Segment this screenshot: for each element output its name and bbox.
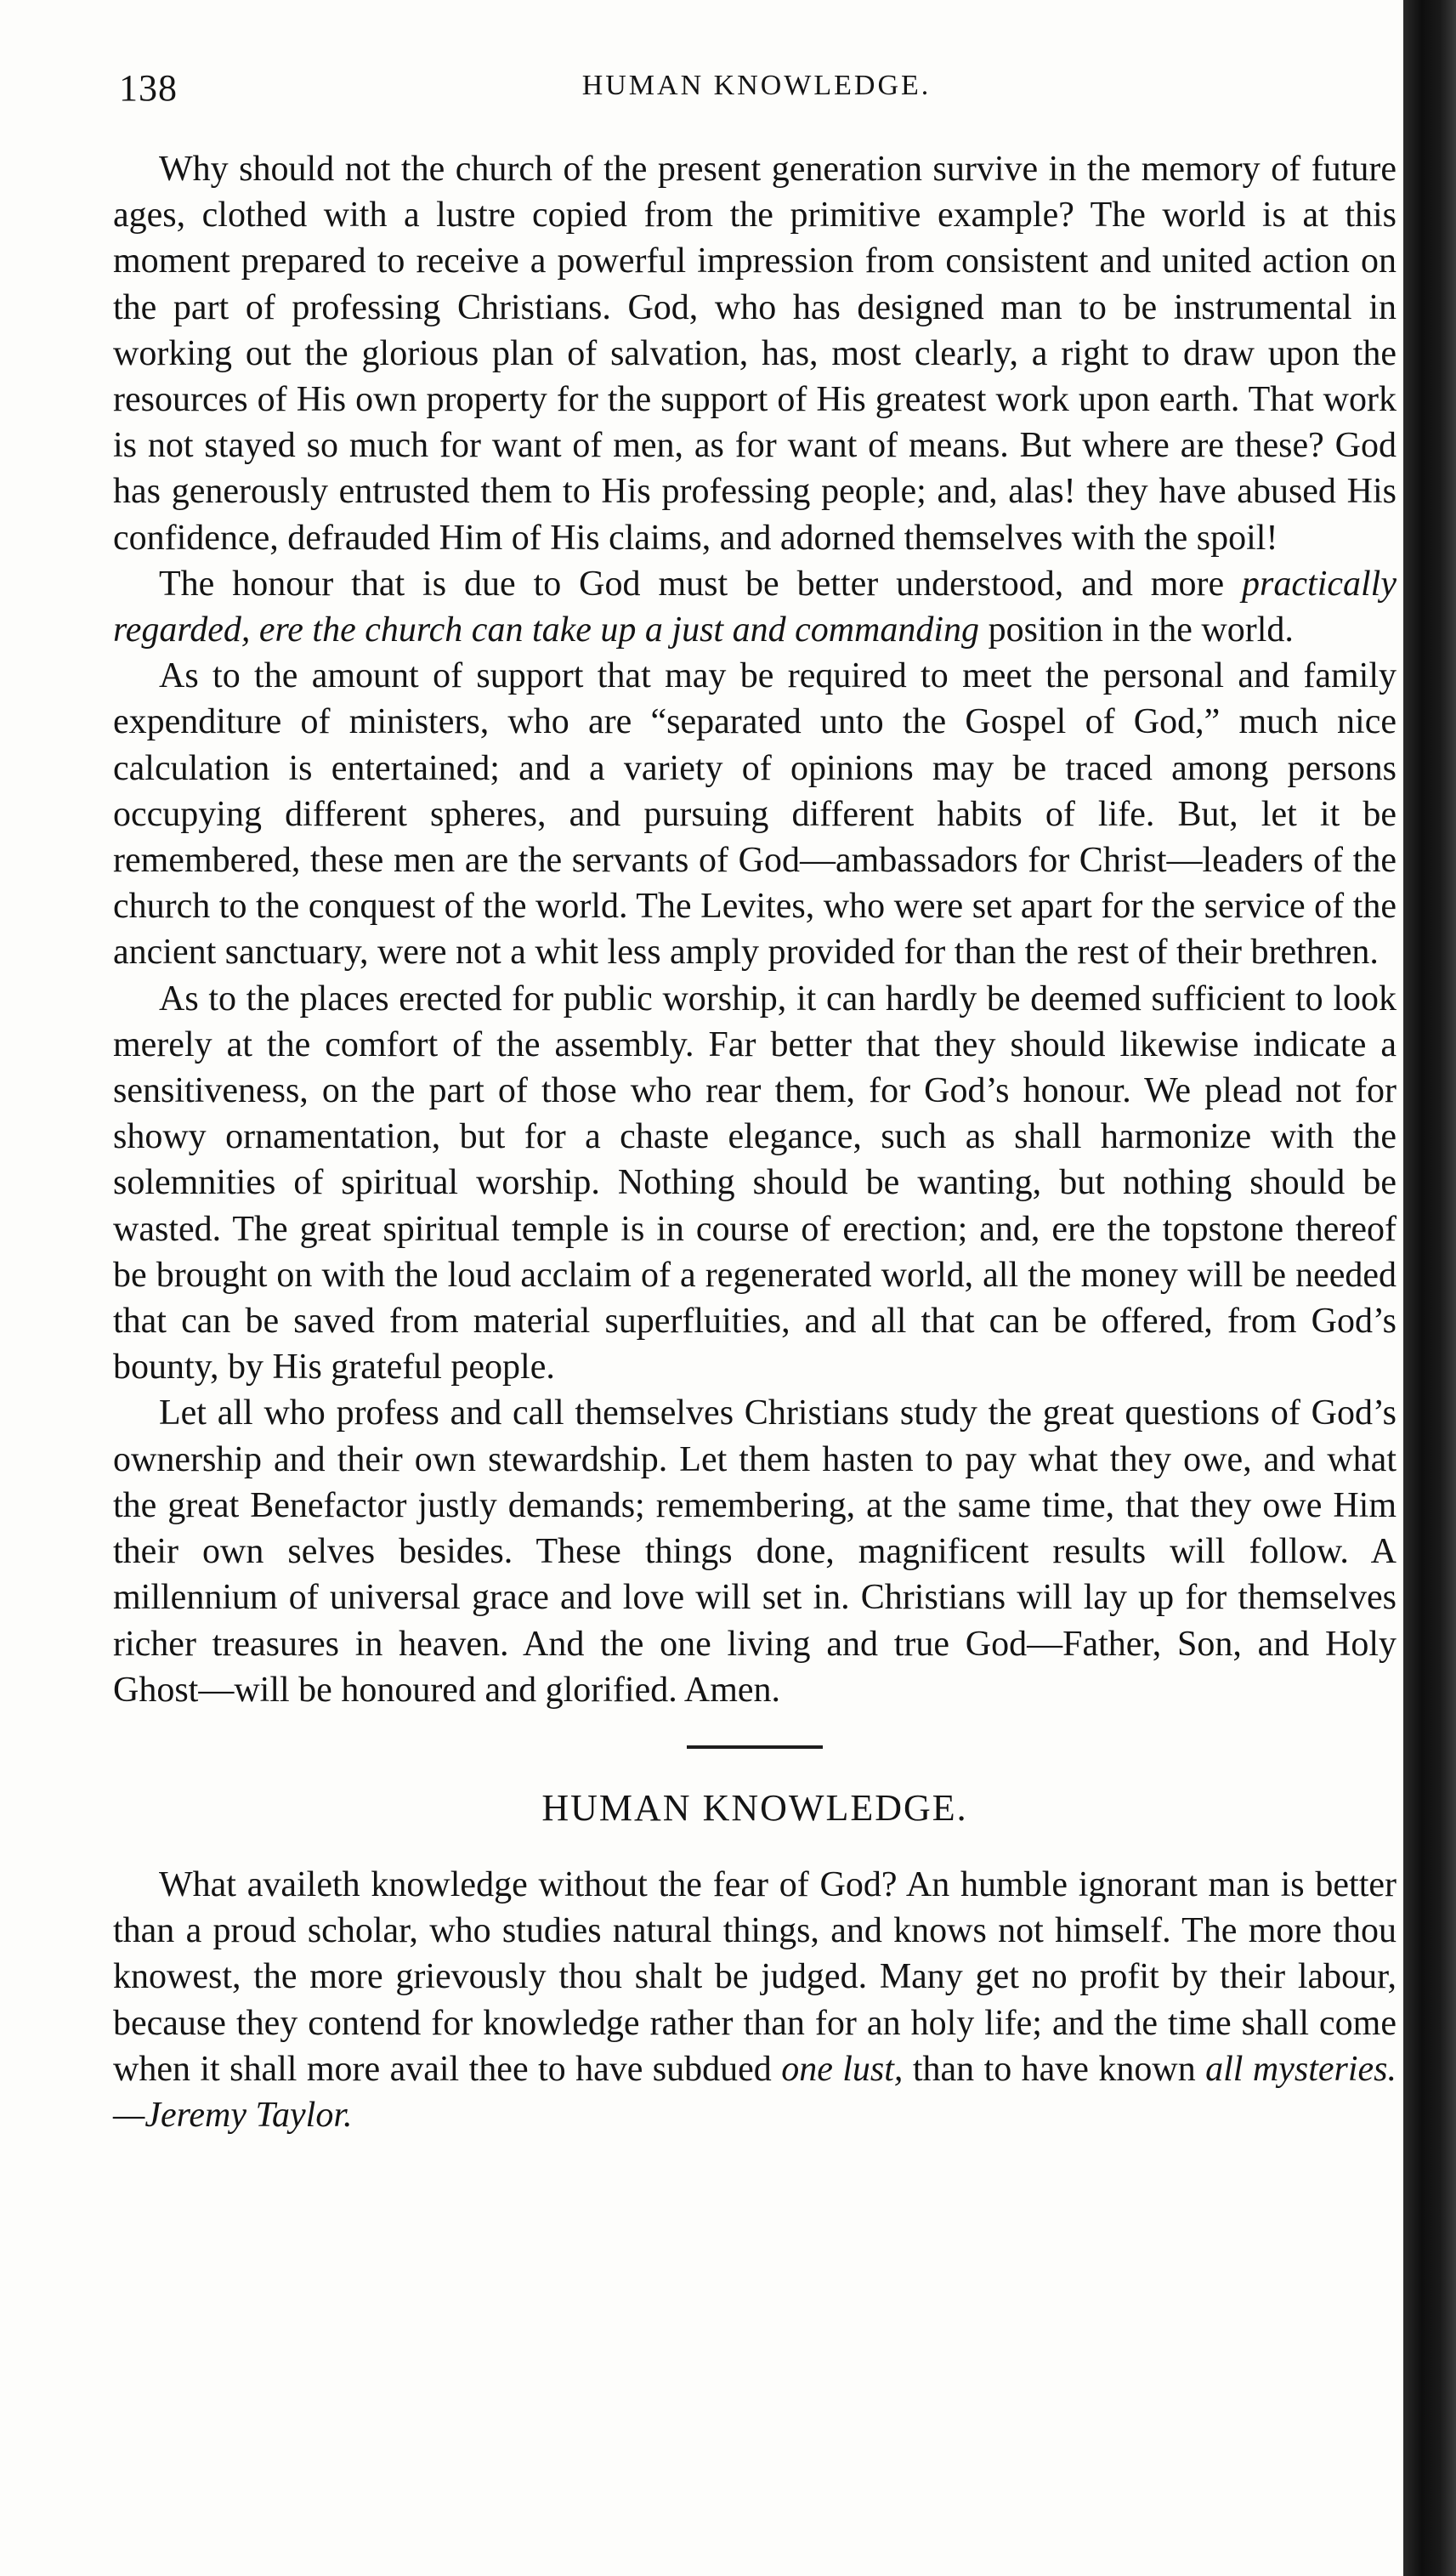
text-run: The honour that is due to God must be better understood, and more — [159, 564, 1243, 604]
paragraph — [113, 1390, 1397, 1712]
section-title: HUMAN KNOWLEDGE. — [541, 1786, 968, 1829]
paragraph — [113, 976, 1397, 1391]
paragraph — [113, 561, 1397, 653]
text-run: As to the amount of support that may be required to meet the personal and family expenditure of ministers, who are “separated unto the Gospel of God,” much nice calculation is entertained; and a variety of opinions may be traced among persons occupying different spheres, and pursuing different habits of life. But, let it be remembered, these men are the servants of God—ambassadors for Christ—leaders of the church to the conquest of the world. The Levites, who were set apart for the service of the ancient sanctuary, were not a whit less amply provided for than the rest of their brethren. — [113, 656, 1397, 973]
text-run: Why should not the church of the present generation survive in the memory of future ages, clothed with a lustre copied from the primitive example? The world is at this moment prepared to receive a powerful impression from consistent and united action on the part of professing Christians. God, who has designed man to be instrumental in working out the glorious plan of salvation, has, most clearly, a right to draw upon the resources of His own property for the support of His greatest work upon earth. That work is not stayed so much for want of men, as for want of means. But where are these? God has generously entrusted them to His professing people; and, alas! they have abused His confidence, defrauded Him of His claims, and adorned themselves with the spoil! — [113, 150, 1397, 558]
paragraph — [113, 1862, 1397, 2138]
text-run: than to have known — [903, 2049, 1206, 2089]
paragraph — [113, 146, 1397, 561]
page-content — [113, 146, 1397, 2138]
text-run: What availeth knowledge without the fear of God? An humble ignorant man is better than a proud scholar, who studies natural things, and knows not himself. The more thou knowest, the more grievously thou shalt be judged. Many get no profit by their labour, because they contend for knowledge rather than for an holy life; and the time shall come when it shall more avail thee to have subdued — [113, 1864, 1397, 2089]
italic-text: all mysteries.—Jeremy Taylor. — [113, 2049, 1397, 2135]
sermon-conclusion — [113, 146, 1397, 1713]
page-number: 138 — [119, 67, 178, 109]
text-run: Let all who profess and call themselves Christians study the great questions of God’s ownership and their own stewardship. Let them hasten to pay what they owe, and what the great Benefactor justly demands; remembering, at the same time, that they owe Him their own selves besides. These things done, magnificent results will follow. A millennium of universal grace and love will set in. Christians will lay up for themselves richer treasures in heaven. And the one living and true God—Father, Son, and Holy Ghost—will be honoured and glorified. Amen. — [113, 1393, 1397, 1710]
section-body — [113, 1862, 1397, 2138]
text-run: position in the world. — [979, 610, 1294, 650]
italic-text: one lust, — [781, 2049, 904, 2089]
text-run: As to the places erected for public worship, it can hardly be deemed sufficient to look merely at the comfort of the assembly. Far better that they should likewise indicate a sensitiveness, on the part of those who rear them, for God’s honour. We plead not for showy ornamentation, but for a chaste elegance, such as shall harmonize with the solemnities of spiritual worship. Nothing should be wanting, but nothing should be wasted. The great spiritual temple is in course of erection; and, ere the topstone thereof be brought on with the loud acclaim of a regenerated world, all the money will be needed that can be saved from material superfluities, and all that can be offered, from God’s bounty, by His grateful people. — [113, 979, 1397, 1387]
section-divider — [687, 1745, 823, 1749]
italic-text: practically regarded, ere the church can take up a just and commanding — [113, 564, 1397, 650]
page-header — [119, 66, 1394, 126]
paragraph — [113, 653, 1397, 975]
binding-shadow — [1403, 0, 1456, 2576]
running-head: HUMAN KNOWLEDGE. — [581, 70, 932, 101]
